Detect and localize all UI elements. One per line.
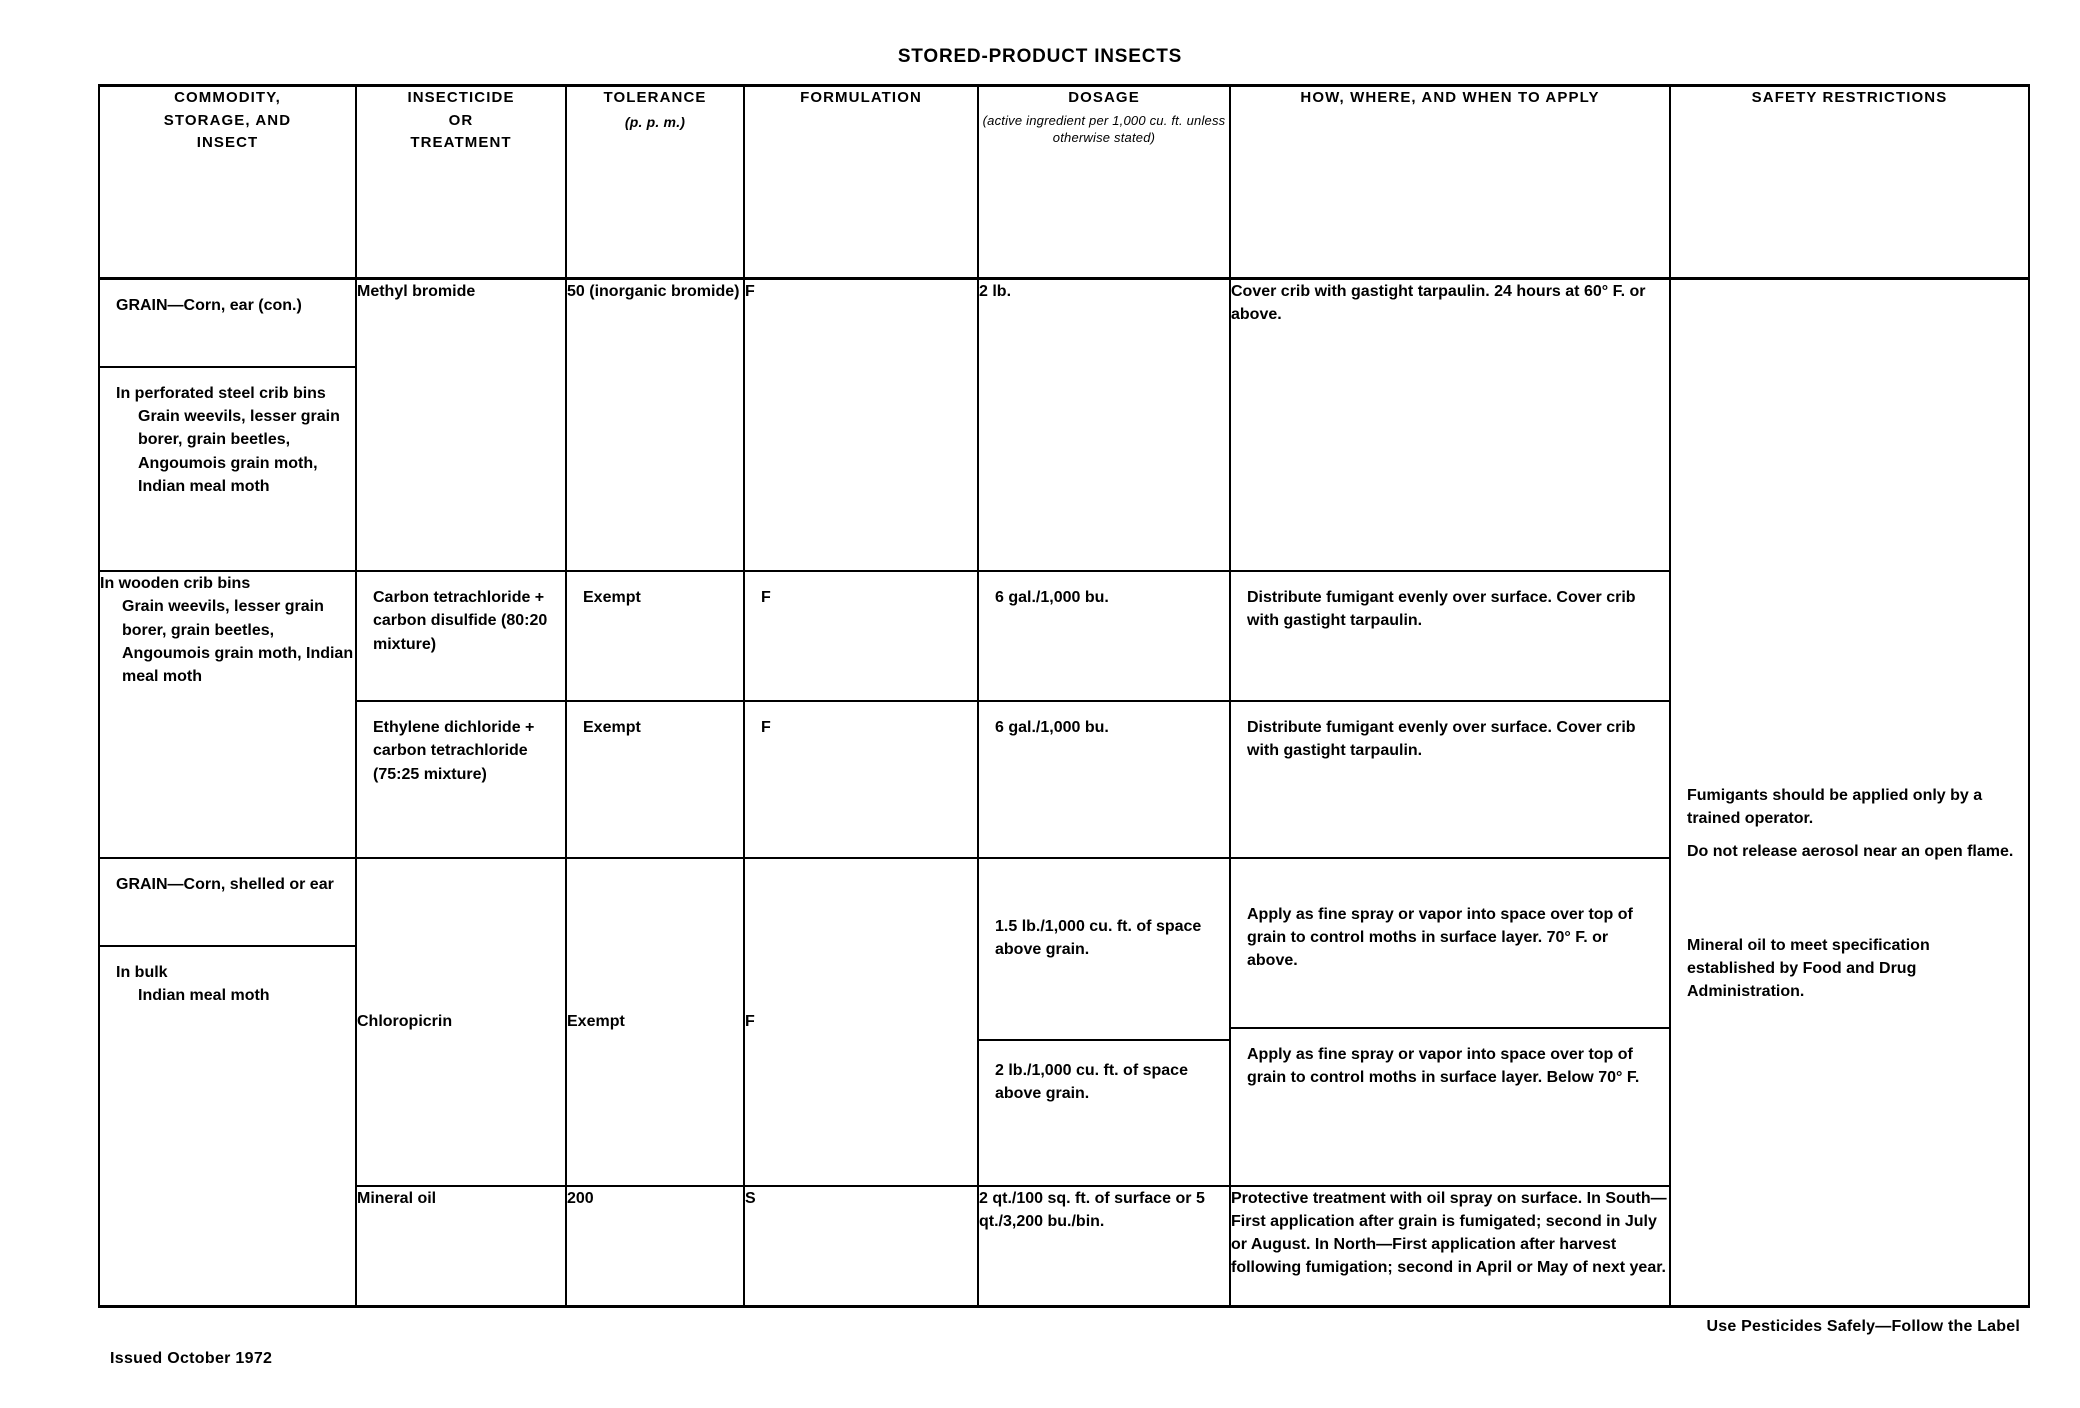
header-apply (1230, 87, 1670, 279)
cell-insecticide-3a: Chloropicrin (356, 858, 566, 1186)
dosage-2a: 6 gal./1,000 bu. (979, 572, 1229, 701)
header-commodity-l2: STORAGE, AND (163, 111, 292, 129)
dosage-3a2: 2 lb./1,000 cu. ft. of space above grain. (995, 1061, 1188, 1102)
insects-1: Grain weevils, lesser grain borer, grain beetles, Angoumois grain moth, Indian meal moth (138, 408, 340, 495)
header-dosage-sub: (active ingredient per 1,000 cu. ft. unless otherwise stated) (982, 112, 1226, 146)
cell-formulation-3b: S (744, 1186, 978, 1305)
cell-insecticide-3b: Mineral oil (356, 1186, 566, 1305)
cell-commodity-group3 (100, 858, 356, 1305)
footer-safety-slogan: Use Pesticides Safely—Follow the Label (1706, 1318, 2020, 1335)
tolerance-2b: Exempt (583, 719, 641, 737)
apply-3a1: Apply as fine spray or vapor into space over top of grain to control moths in surface layer. 70° F. or above. (1231, 859, 1669, 1028)
commodity-detail-1 (100, 367, 355, 570)
apply-2a: Distribute fumigant evenly over surface. Cover crib with gastight tarpaulin. (1231, 572, 1669, 701)
dosage-2b: 6 gal./1,000 bu. (995, 719, 1109, 737)
cell-formulation-3a: F (744, 858, 978, 1186)
cell-commodity-group2 (100, 571, 356, 858)
cell-tolerance-1: 50 (inorganic bromide) (566, 279, 744, 572)
header-tolerance (566, 87, 744, 279)
commodity-heading-1: GRAIN—Corn, ear (con.) (100, 280, 355, 367)
safety-note-2: Do not release aerosol near an open flame. (1687, 843, 2014, 861)
header-commodity-l1: COMMODITY, (174, 89, 281, 106)
cell-apply-3a (1230, 858, 1670, 1186)
insects-3: Indian meal moth (138, 986, 270, 1004)
dosage-3a1: 1.5 lb./1,000 cu. ft. of space above grain. (979, 859, 1229, 1040)
cell-dosage-3a (978, 858, 1230, 1186)
header-commodity-l3: INSECT (196, 134, 259, 151)
cell-apply-group2 (1230, 571, 1670, 858)
table-row (100, 279, 2028, 572)
page-title: STORED-PRODUCT INSECTS (897, 46, 1183, 67)
cell-apply-1: Cover crib with gastight tarpaulin. 24 hours at 60° F. or above. (1230, 279, 1670, 572)
table-header-row (100, 87, 2028, 279)
cell-tolerance-3a: Exempt (566, 858, 744, 1186)
pesticide-table (98, 84, 2030, 1308)
apply-2b: Distribute fumigant evenly over surface. Cover crib with gastight tarpaulin. (1247, 719, 1636, 760)
header-dosage-l1: DOSAGE (1068, 89, 1140, 106)
header-insecticide-l1: INSECTICIDE (407, 89, 515, 106)
tolerance-2a: Exempt (567, 572, 743, 701)
header-insecticide-l2: OR (448, 111, 474, 129)
header-formulation-l1: FORMULATION (800, 89, 922, 106)
header-formulation (744, 87, 978, 279)
cell-formulation-group2 (744, 571, 978, 858)
cell-apply-3b: Protective treatment with oil spray on surface. In South—First application after grain is fumigated; second in July or August. In North—First application after harvest following fumigation; second in April or May of next year. (1230, 1186, 1670, 1305)
cell-dosage-3b: 2 qt./100 sq. ft. of surface or 5 qt./3,200 bu./bin. (978, 1186, 1230, 1305)
header-insecticide-l3: TREATMENT (410, 134, 512, 151)
safety-note-3: Mineral oil to meet specification established by Food and Drug Administration. (1687, 936, 1930, 1000)
cell-safety-restrictions (1670, 279, 2028, 1306)
cell-formulation-1: F (744, 279, 978, 572)
apply-3a2: Apply as fine spray or vapor into space over top of grain to control moths in surface layer. Below 70° F. (1247, 1045, 1640, 1086)
insecticide-2a: Carbon tetrachloride + carbon disulfide (80:20 mixture) (357, 572, 565, 701)
header-apply-l1: HOW, WHERE, AND WHEN TO APPLY (1300, 89, 1600, 106)
formulation-2a: F (745, 572, 977, 701)
header-insecticide (356, 87, 566, 279)
storage-1: In perforated steel crib bins (116, 385, 326, 402)
cell-insecticide-group2 (356, 571, 566, 858)
cell-dosage-group2 (978, 571, 1230, 858)
cell-tolerance-group2 (566, 571, 744, 858)
insecticide-2b: Ethylene dichloride + carbon tetrachloride (75:25 mixture) (373, 719, 535, 783)
cell-dosage-1: 2 lb. (978, 279, 1230, 572)
storage-2: In wooden crib bins (100, 575, 251, 593)
commodity-detail-3 (100, 946, 355, 1305)
commodity-heading-3: GRAIN—Corn, shelled or ear (100, 859, 355, 946)
storage-3: In bulk (116, 963, 168, 981)
header-tolerance-sub: (p. p. m.) (624, 113, 686, 130)
cell-tolerance-3b: 200 (566, 1186, 744, 1305)
safety-note-1: Fumigants should be applied only by a trained operator. (1687, 787, 1983, 828)
cell-commodity-group1 (100, 279, 356, 572)
header-tolerance-l1: TOLERANCE (603, 89, 707, 106)
header-dosage (978, 87, 1230, 279)
formulation-2b: F (761, 719, 771, 737)
footer-issued-date: Issued October 1972 (110, 1350, 273, 1367)
header-commodity (100, 87, 356, 279)
header-safety-l1: SAFETY RESTRICTIONS (1751, 89, 1948, 106)
cell-insecticide-1: Methyl bromide (356, 279, 566, 572)
insects-2: Grain weevils, lesser grain borer, grain beetles, Angoumois grain moth, Indian meal moth (122, 598, 354, 685)
header-safety (1670, 87, 2028, 279)
